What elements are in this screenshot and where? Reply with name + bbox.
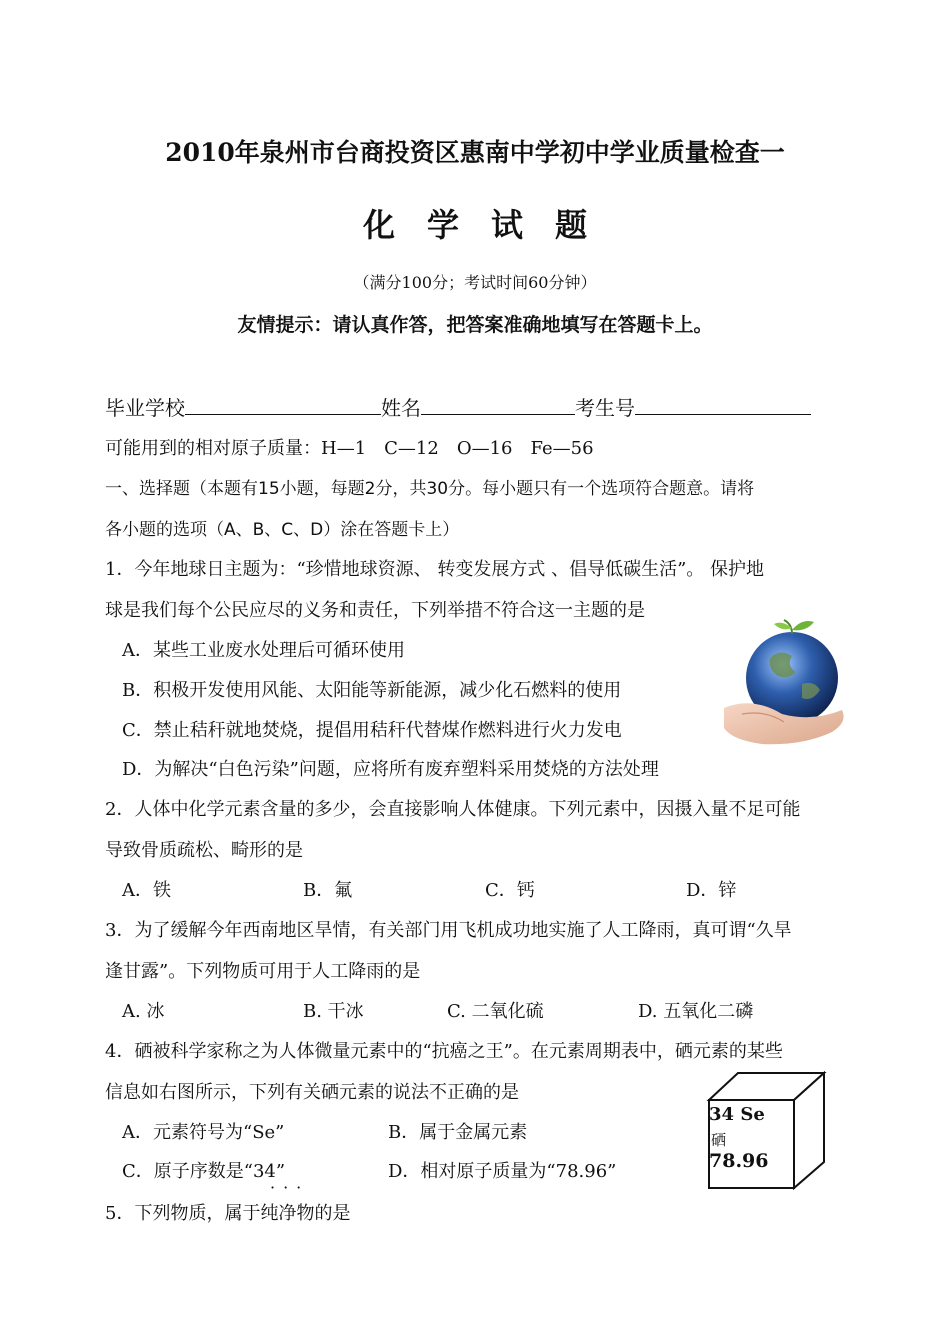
element-name: 硒	[711, 1131, 727, 1149]
exam-info: （满分100分；考试时间60分钟）	[353, 273, 597, 292]
q4-option-c: C．原子序数是“34”	[122, 1161, 286, 1182]
q1-stem-line2: 球是我们每个公民应尽的义务和责任，下列举措不符合这一主题的是	[105, 600, 645, 621]
q4-option-b: B．属于金属元素	[388, 1122, 528, 1143]
q3-option-d: D. 五氧化二磷	[638, 1001, 754, 1022]
q2-stem-line1: 2．人体中化学元素含量的多少，会直接影响人体健康。下列元素中，因摄入量不足可能	[105, 799, 801, 820]
emphasis-dots: ···	[270, 1178, 310, 1197]
subject-title: 化 学 试 题	[362, 206, 587, 244]
q3-stem-line1: 3．为了缓解今年西南地区旱情，有关部门用飞机成功地实施了人工降雨，真可谓“久旱	[105, 920, 792, 941]
id-blank[interactable]	[635, 396, 811, 415]
q1-option-c: C．禁止秸秆就地焚烧，提倡用秸秆代替煤作燃料进行火力发电	[122, 720, 622, 741]
q2-option-a: A．铁	[122, 880, 171, 901]
exam-title: 2010年泉州市台商投资区惠南中学初中学业质量检查一	[165, 138, 785, 167]
q1-option-a: A．某些工业废水处理后可循环使用	[122, 640, 405, 661]
q4-option-a: A．元素符号为“Se”	[122, 1122, 285, 1143]
earth-in-hands-image	[722, 618, 848, 748]
q1-option-b: B．积极开发使用风能、太阳能等新能源，减少化石燃料的使用	[122, 680, 622, 701]
section1-line1: 一、选择题（本题有15小题，每题2分，共30分。每小题只有一个选项符合题意。请将	[105, 479, 755, 499]
school-blank[interactable]	[185, 396, 381, 415]
element-number-symbol: 34 Se	[709, 1104, 765, 1125]
q4-stem-line2: 信息如右图所示，下列有关硒元素的说法不正确的是	[105, 1082, 519, 1103]
q2-option-d: D．锌	[686, 880, 737, 901]
q4-option-d: D．相对原子质量为“78.96”	[388, 1161, 617, 1182]
id-label: 考生号	[575, 396, 635, 420]
section1-line2: 各小题的选项（A、B、C、D）涂在答题卡上）	[105, 520, 460, 540]
q3-option-b: B. 干冰	[303, 1001, 364, 1022]
friendly-tip: 友情提示：请认真作答，把答案准确地填写在答题卡上。	[237, 314, 713, 336]
q1-option-d: D．为解决“白色污染”问题，应将所有废弃塑料采用焚烧的方法处理	[122, 759, 659, 780]
q2-stem-line2: 导致骨质疏松、畸形的是	[105, 840, 303, 861]
q3-option-a: A. 冰	[122, 1001, 165, 1022]
q3-option-c: C. 二氧化硫	[447, 1001, 544, 1022]
q2-option-b: B．氟	[303, 880, 353, 901]
q5-stem-line1: 5．下列物质，属于纯净物的是	[105, 1203, 351, 1224]
q1-stem-line1: 1．今年地球日主题为：“珍惜地球资源、 转变发展方式 、倡导低碳生活”。 保护地	[105, 559, 765, 580]
name-blank[interactable]	[421, 396, 575, 415]
atomic-masses: 可能用到的相对原子质量：H—1 C—12 O—16 Fe—56	[105, 438, 594, 459]
q3-stem-line2: 逢甘露”。下列物质可用于人工降雨的是	[105, 961, 421, 982]
student-info-line	[105, 392, 811, 421]
name-label: 姓名	[381, 396, 421, 420]
q2-option-c: C．钙	[485, 880, 535, 901]
selenium-element-cube	[706, 1070, 836, 1192]
element-mass: 78.96	[709, 1150, 769, 1172]
school-label: 毕业学校	[105, 396, 185, 420]
q4-stem-line1: 4．硒被科学家称之为人体微量元素中的“抗癌之王”。在元素周期表中，硒元素的某些	[105, 1041, 783, 1062]
